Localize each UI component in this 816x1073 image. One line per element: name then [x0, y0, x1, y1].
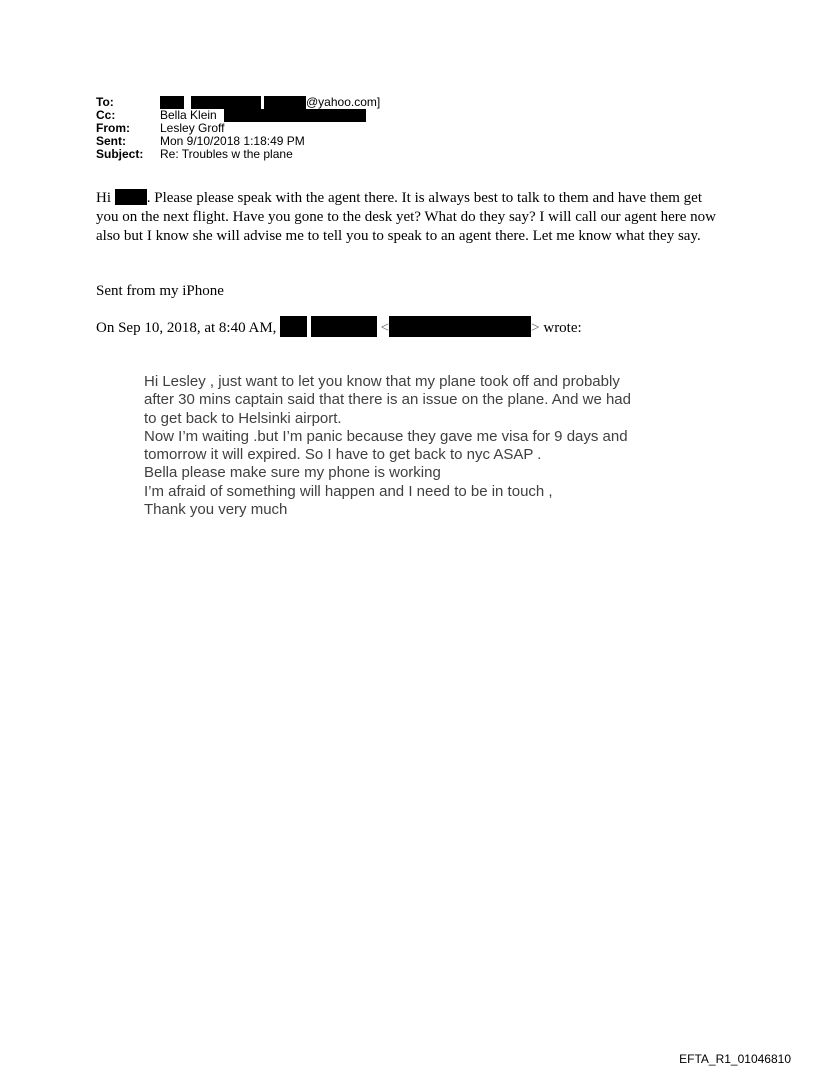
angle-bracket-open: <	[380, 320, 390, 336]
subject-label: Subject:	[96, 147, 144, 161]
redaction-block	[311, 316, 377, 337]
redaction-block	[280, 316, 307, 337]
quoted-message	[144, 373, 684, 519]
angle-bracket-close: >	[531, 320, 540, 336]
cc-label: Cc:	[96, 108, 116, 122]
quoted-line: Thank you very much	[144, 501, 288, 519]
quoted-line: I’m afraid of something will happen and I need to be in touch ,	[144, 482, 553, 500]
to-email-suffix: @yahoo.com]	[306, 95, 381, 109]
greeting: Hi	[96, 190, 111, 206]
quoted-line: Bella please make sure my phone is working	[144, 464, 441, 482]
quoted-line: after 30 mins captain said that there is an issue on the plane. And we had	[144, 391, 631, 409]
redaction-block	[264, 96, 306, 109]
attribution-suffix: wrote:	[543, 320, 582, 336]
redaction-block	[115, 189, 147, 205]
from-label: From:	[96, 121, 130, 135]
sent-value: Mon 9/10/2018 1:18:49 PM	[160, 134, 305, 148]
quoted-line: Hi Lesley , just want to let you know that my plane took off and probably	[144, 373, 620, 390]
sent-label: Sent:	[96, 134, 126, 148]
document-id-footer: EFTA_R1_01046810	[679, 1052, 791, 1066]
quoted-line: to get back to Helsinki airport.	[144, 409, 342, 427]
redaction-block	[224, 109, 366, 122]
quoted-line: tomorrow it will expired. So I have to get back to nyc ASAP .	[144, 446, 542, 464]
to-label: To:	[96, 95, 114, 109]
reply-paragraph	[96, 189, 726, 246]
quote-attribution	[96, 316, 582, 338]
redaction-block	[389, 316, 531, 337]
reply-text: . Please please speak with the agent there. It is always best to talk to them and have them get you on the next flight. Have you gone to the desk yet? What do they say? I will call our agent here now also but I know she will advise me to tell you to speak to an agent there. Let me know what they say.	[96, 190, 716, 244]
subject-value: Re: Troubles w the plane	[160, 147, 293, 161]
from-value: Lesley Groff	[160, 121, 225, 135]
sent-from-signature: Sent from my iPhone	[96, 283, 224, 299]
attribution-prefix: On Sep 10, 2018, at 8:40 AM,	[96, 320, 277, 336]
cc-value: Bella Klein	[160, 108, 217, 122]
quoted-line: Now I’m waiting .but I’m panic because they gave me visa for 9 days and	[144, 427, 628, 445]
